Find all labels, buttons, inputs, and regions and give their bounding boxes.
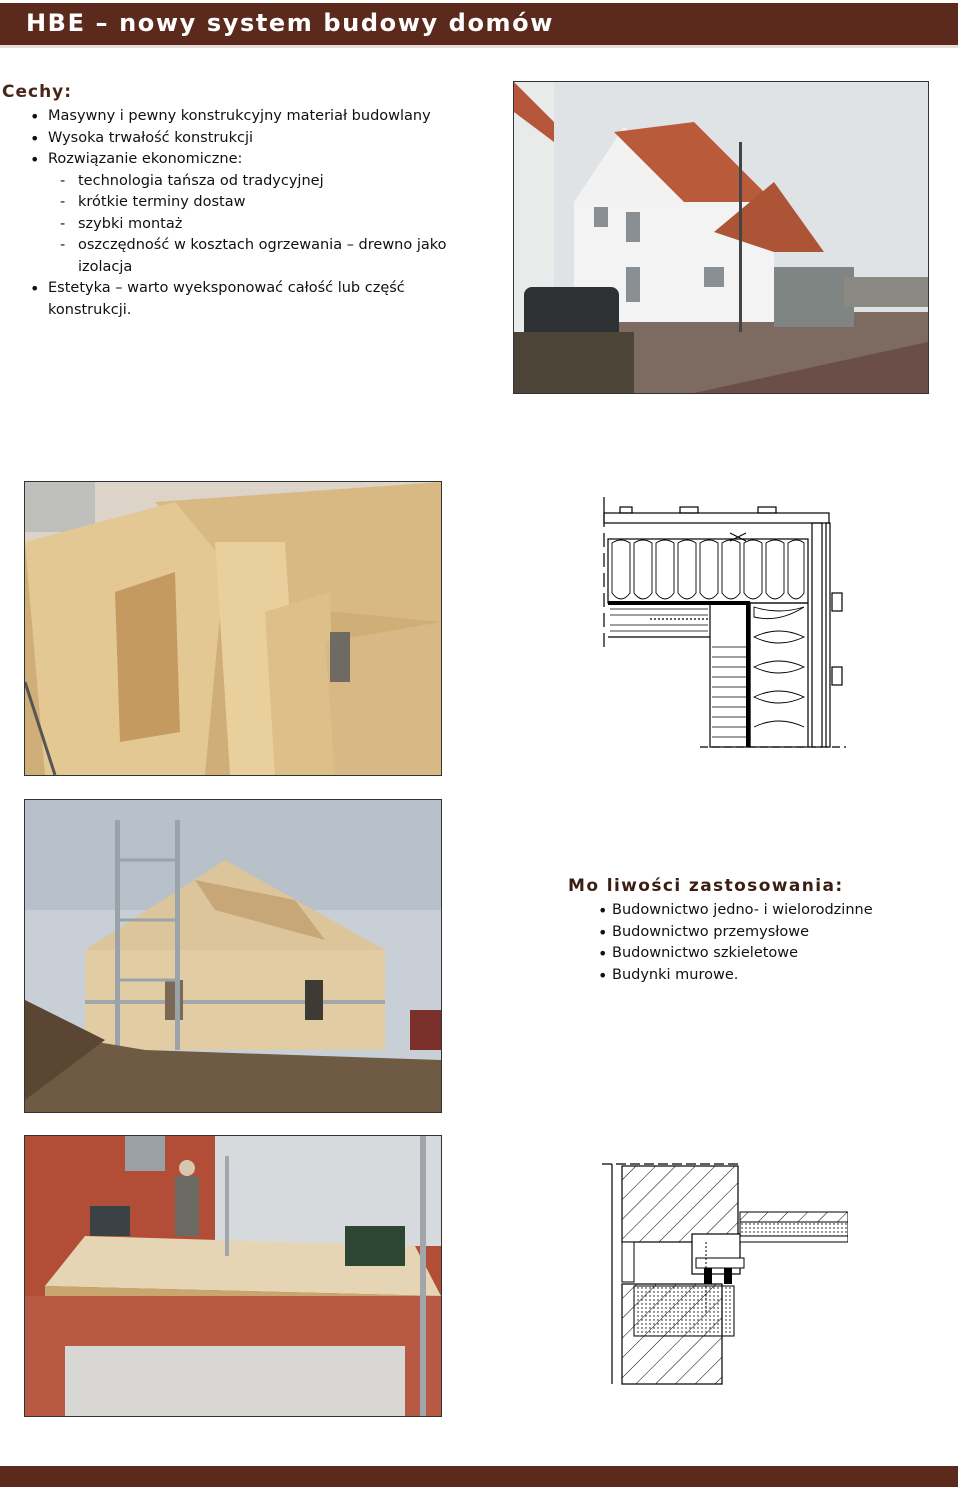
header-bar — [0, 3, 958, 48]
feature-item: • Wysoka trwałość konstrukcji — [28, 128, 478, 150]
features-list — [28, 106, 478, 321]
feature-item: • Masywny i pewny konstrukcyjny materiał budowlany — [28, 106, 478, 128]
feature-item: • Estetyka – warto wyeksponować całość lub część konstrukcji. — [28, 278, 478, 321]
footer-bar — [0, 1466, 958, 1487]
ceiling-panel-photo — [24, 1135, 442, 1417]
feature-item-label: Rozwiązanie ekonomiczne: — [48, 151, 243, 167]
feature-item — [28, 149, 478, 278]
feature-sublist — [48, 171, 478, 279]
applications-list — [596, 900, 873, 986]
application-item: • Budownictwo przemysłowe — [596, 922, 873, 944]
page-title: HBE – nowy system budowy domów — [26, 9, 554, 37]
feature-subitem: - szybki montaż — [60, 214, 478, 236]
features-title: Cechy: — [2, 82, 73, 102]
application-item: • Budynki murowe. — [596, 965, 873, 987]
floor-junction-diagram — [600, 1162, 848, 1386]
application-item: • Budownictwo szkieletowe — [596, 943, 873, 965]
feature-subitem: - krótkie terminy dostaw — [60, 192, 478, 214]
feature-subitem: - technologia tańsza od tradycyjnej — [60, 171, 478, 193]
applications-title: Mo liwości zastosowania: — [568, 876, 844, 896]
application-item: • Budownictwo jedno- i wielorodzinne — [596, 900, 873, 922]
construction-photo — [24, 799, 442, 1113]
feature-subitem: - oszczędność w kosztach ogrzewania – drewno jako izolacja — [60, 235, 478, 278]
house-photo — [513, 81, 929, 394]
corner-section-diagram — [600, 497, 846, 749]
timber-walls-photo — [24, 481, 442, 776]
